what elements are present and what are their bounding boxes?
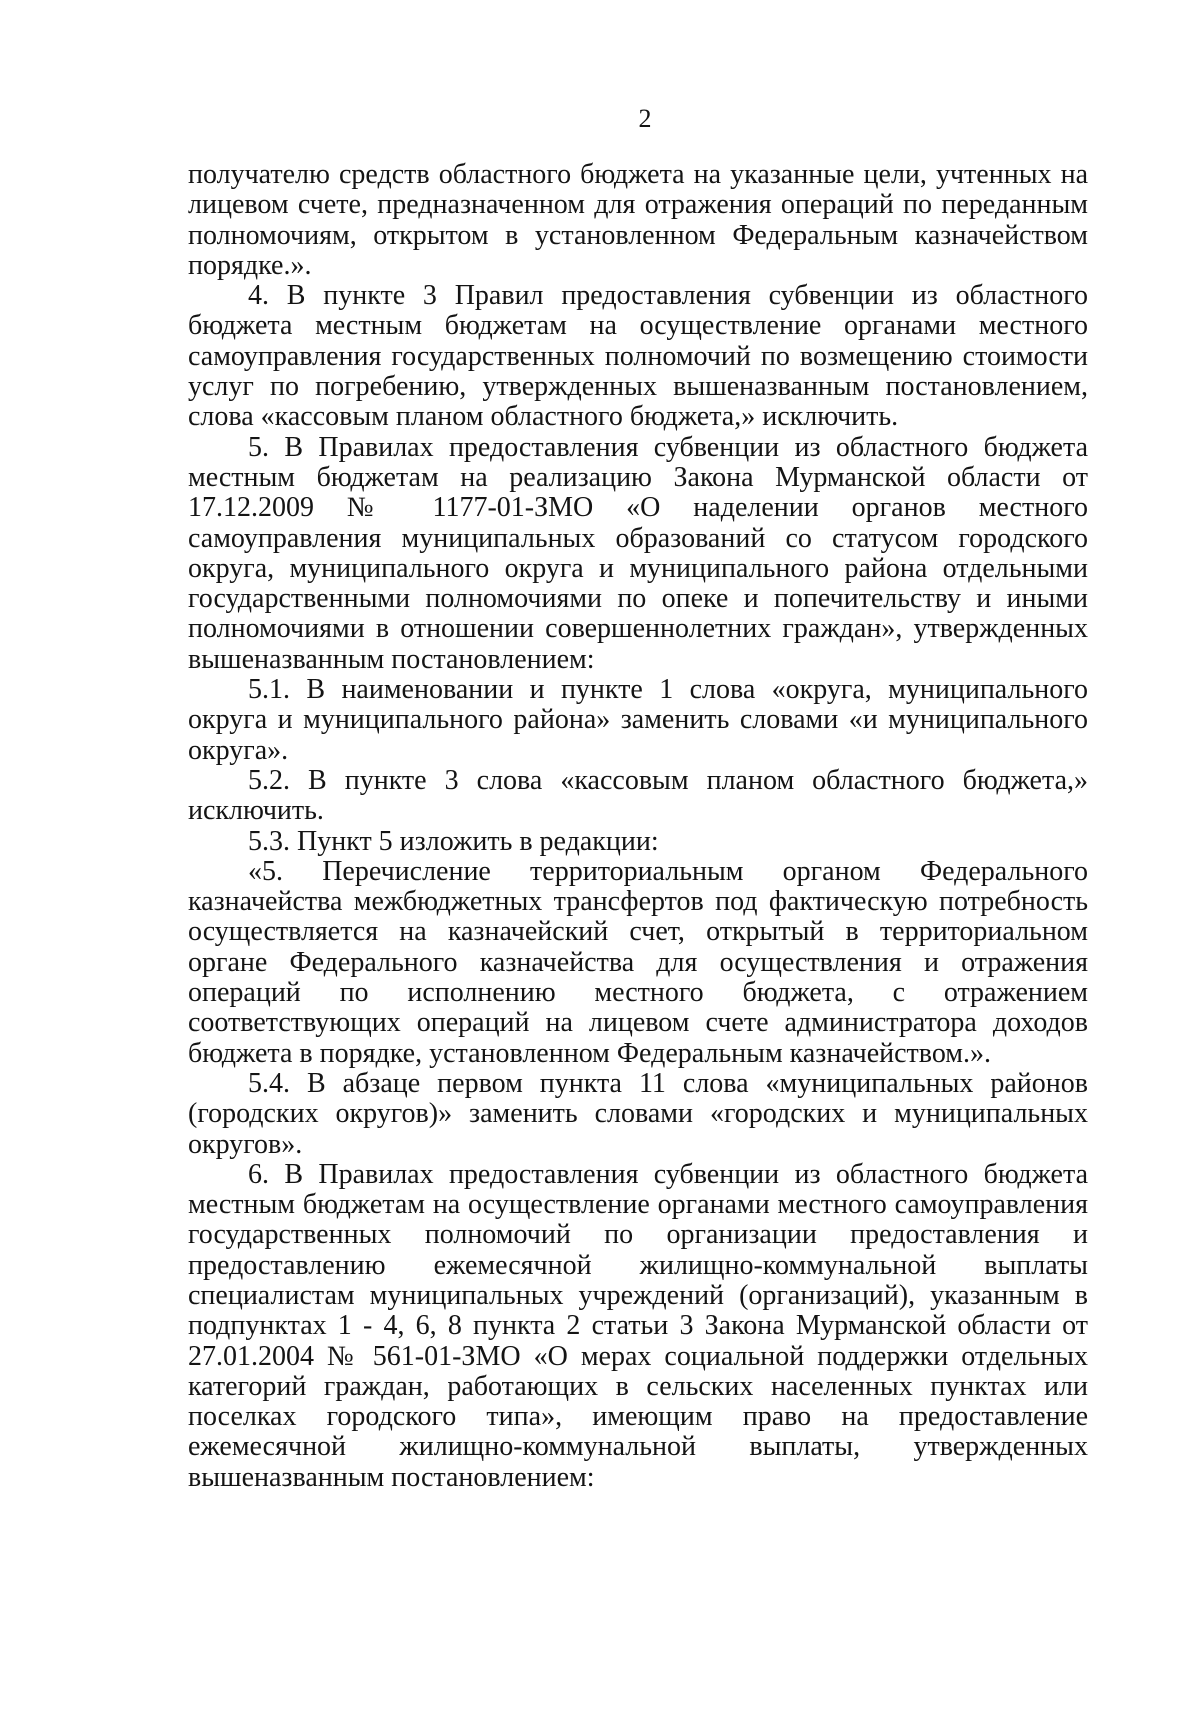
paragraph-item-5-4: 5.4. В абзаце первом пункта 11 слова «муниципальных районов (городских округов)» заменить словами «городских и муниципальных округов».	[188, 1067, 1088, 1160]
paragraph-item-5: 5. В Правилах предоставления субвенции из областного бюджета местным бюджетам на реализацию Закона Мурманской области от 17.12.2009 № 1177-01-ЗМО «О наделении органов местного самоуправления муниципальных образований со статусом городского округа, муниципального округа и муниципального района отдельными государственными полномочиями по опеке и попечительству и иными полномочиями в отношении совершеннолетних граждан», утвержденных вышеназванным постановлением:	[188, 431, 1088, 675]
paragraph-item-5-1: 5.1. В наименовании и пункте 1 слова «округа, муниципального округа и муниципального района» заменить словами «и муниципального округа».	[188, 674, 1088, 766]
paragraph-item-5-2: 5.2. В пункте 3 слова «кассовым планом областного бюджета,» исключить.	[188, 764, 1088, 827]
paragraph-quoted-item-5: «5. Перечисление территориальным органом Федерального казначейства межбюджетных трансфертов под фактическую потребность осуществляется на казначейский счет, открытый в территориальном органе Федерального казначейства для осуществления и отражения операций по исполнению местного бюджета, с отражением соответствующих операций на лицевом счете администратора доходов бюджета в порядке, установленном Федеральным казначейством.».	[188, 855, 1088, 1069]
paragraph-item-4: 4. В пункте 3 Правил предоставления субвенции из областного бюджета местным бюджетам на осуществление органами местного самоуправления государственных полномочий по возмещению стоимости услуг по погребению, утвержденных вышеназванным постановлением, слова «кассовым планом областного бюджета,» исключить.	[188, 280, 1088, 433]
page-number: 2	[638, 104, 652, 133]
paragraph-continuation: получателю средств областного бюджета на указанные цели, учтенных на лицевом счете, предназначенном для отражения операций по переданным полномочиям, открытом в установленном Федеральным казначейством порядке.».	[188, 159, 1088, 281]
document-body	[188, 160, 1088, 1493]
paragraph-item-5-3: 5.3. Пункт 5 изложить в редакции:	[248, 825, 659, 857]
paragraph-item-6: 6. В Правилах предоставления субвенции из областного бюджета местным бюджетам на осуществление органами местного самоуправления государственных полномочий по организации предоставления и предоставлению ежемесячной жилищно-коммунальной выплаты специалистам муниципальных учреждений (организаций), указанным в подпунктах 1 - 4, 6, 8 пункта 2 статьи 3 Закона Мурманской области от 27.01.2004 № 561-01-ЗМО «О мерах социальной поддержки отдельных категорий граждан, работающих в сельских населенных пунктах или поселках городского типа», имеющим право на предоставление ежемесячной жилищно-коммунальной выплаты, утвержденных вышеназванным постановлением:	[188, 1158, 1088, 1493]
